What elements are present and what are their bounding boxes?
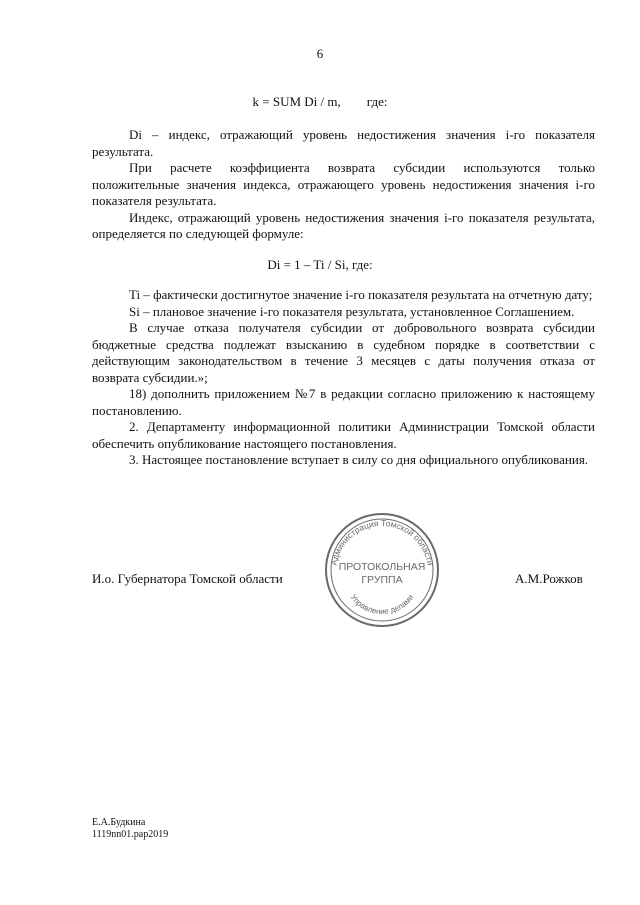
stamp-outer-text: Администрация Томской области: [328, 517, 436, 567]
footer: [92, 817, 168, 841]
stamp-center-line-1: ПРОТОКОЛЬНАЯ: [338, 561, 426, 573]
stamp-bottom-text: Управление делами: [348, 592, 416, 617]
paragraph-di-definition: Di – индекс, отражающий уровень недостижения значения i-го показателя результата.: [92, 127, 595, 159]
stamp-icon: [322, 510, 442, 630]
paragraph-positive-values: При расчете коэффициента возврата субсидии используются только положительные значения индекса, отражающего уровень недостижения значения i-го показателя результата.: [92, 160, 595, 208]
formula-k: k = SUM Di / m, где:: [252, 94, 388, 109]
footer-author: Е.А.Будкина: [92, 817, 146, 828]
paragraph-ti-definition: Ti – фактически достигнутое значение i-го показателя результата на отчетную дату;: [129, 287, 593, 302]
text-block-1: [92, 127, 595, 243]
text-block-2: [92, 287, 595, 469]
paragraph-item-3: 3. Настоящее постановление вступает в силу со дня официального опубликования.: [129, 452, 589, 467]
signatory-name: А.М.Рожков: [515, 571, 583, 586]
stamp-center-line-2: ГРУППА: [361, 574, 403, 586]
paragraph-item-18: 18) дополнить приложением №7 в редакции согласно приложению к настоящему постановлению.: [92, 386, 595, 418]
signatory-position: И.о. Губернатора Томской области: [92, 571, 283, 586]
paragraph-item-2: 2. Департаменту информационной политики Администрации Томской области обеспечить опубликование настоящего постановления.: [92, 419, 595, 451]
paragraph-refusal: В случае отказа получателя субсидии от добровольного возврата субсидии бюджетные средства подлежат взысканию в судебном порядке в соответствии с действующим законодательством в течение 3 месяцев с даты получения отказа от возврата субсидии.»;: [92, 320, 595, 385]
paragraph-si-definition: Si – плановое значение i-го показателя результата, установленное Соглашением.: [129, 303, 575, 319]
official-stamp: [322, 510, 442, 630]
paragraph-index-formula-intro: Индекс, отражающий уровень недостижения значения i-го показателя результата, определяется по следующей формуле:: [92, 209, 595, 241]
footer-file-code: 1119nn01.pap2019: [92, 829, 169, 840]
page-number: 6: [316, 46, 324, 61]
formula-d: Di = 1 – Ti / Si, где:: [267, 257, 373, 272]
